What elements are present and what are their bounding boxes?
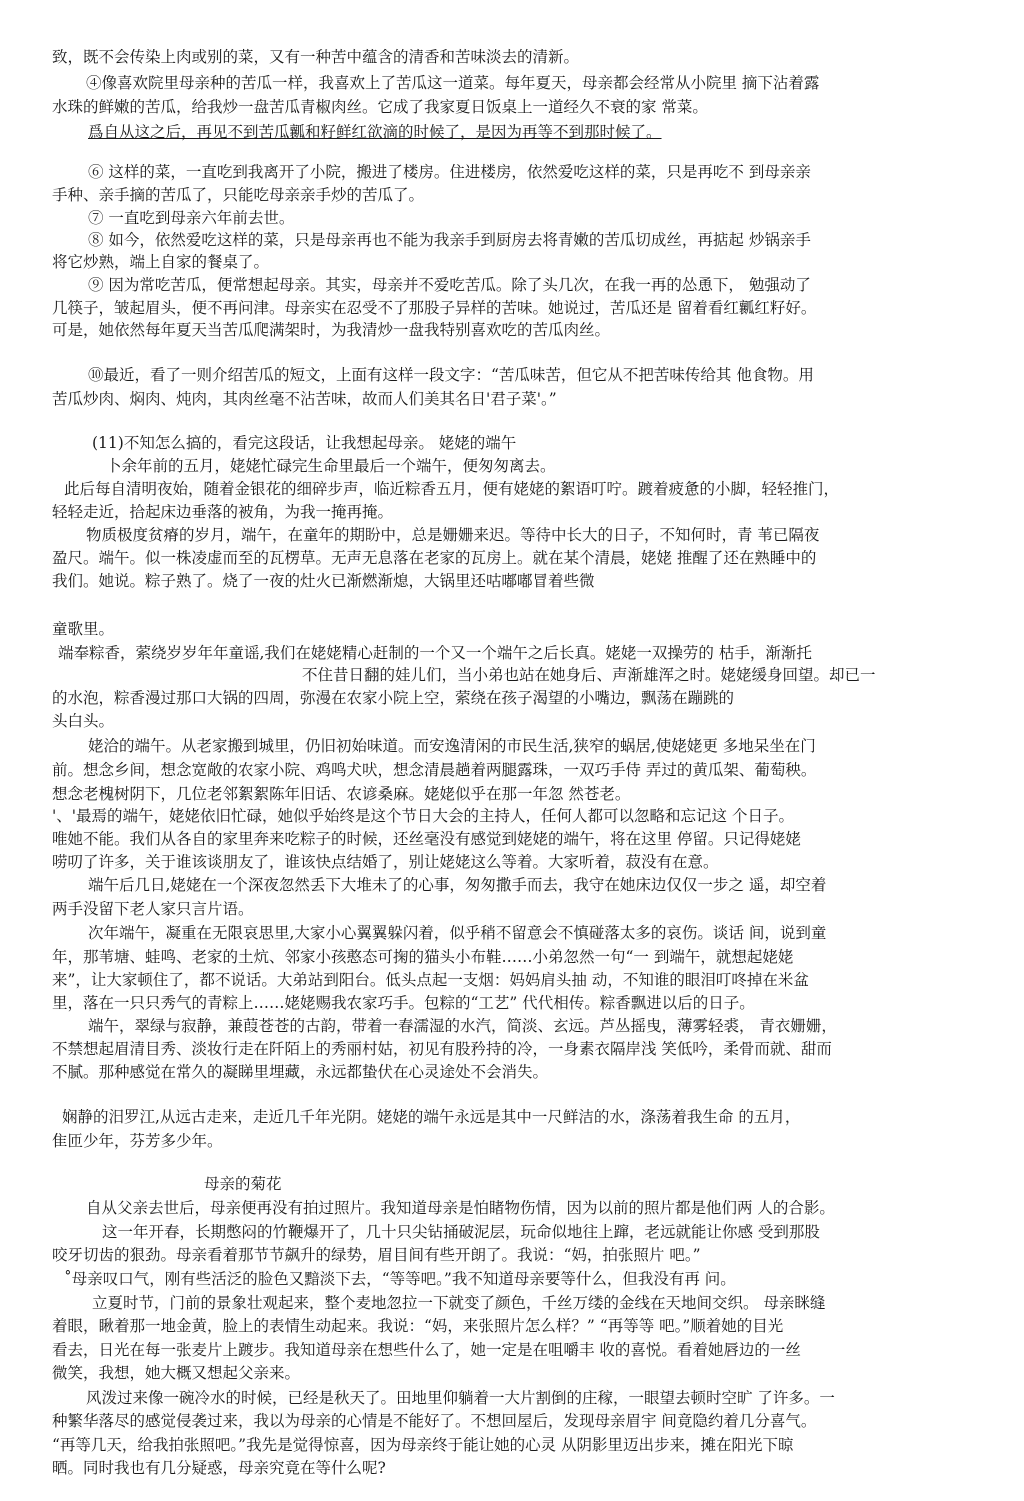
text-line: 童歌里。 <box>52 620 115 638</box>
text-line: 风泼过来像一碗冷水的时候，已经是秋天了。田地里仰躺着一大片割倒的庄稼，一眼望去顿时空旷 了许多。一 <box>86 1389 835 1407</box>
text-line: 水珠的鲜嫩的苦瓜，给我炒一盘苦瓜青椒肉丝。它成了我家夏日饭桌上一道经久不衰的家 常菜。 <box>52 98 708 116</box>
text-line: 着眼，瞅着那一地金黄，脸上的表情生动起来。我说：“妈，来张照片怎么样？” “再等等 吧。”顺着她的目光 <box>52 1317 784 1335</box>
text-line: 里，落在一只只秀气的青粽上……姥姥赐我农家巧手。包粽的“工艺” 代代相传。粽香飘进以后的日子。 <box>52 994 755 1012</box>
text-line: 两手没留下老人家只言片语。 <box>52 900 254 918</box>
text-line: ⑦ 一直吃到母亲六年前去世。 <box>88 209 295 227</box>
text-line: 可是，她依然每年夏天当苦瓜爬满架时，为我清炒一盘我特别喜欢吃的苦瓜肉丝。 <box>52 321 611 339</box>
text-line: 唠叨了许多，关于谁该谈朋友了，谁该快点结婚了，别让姥姥这么等着。大家听着，菽没有在意。 <box>52 853 719 871</box>
text-line: 盈尺。端午。似一株凌虚而至的瓦楞草。无声无息落在老家的瓦房上。就在某个清晨，姥姥 推醒了还在熟睡中的 <box>52 549 817 567</box>
text-line: 这一年开春，长期憋闷的竹鞭爆开了，几十只尖钻捅破泥层，玩命似地往上蹿，老远就能让你感 受到那股 <box>102 1223 820 1241</box>
text-line: ⑧ 如今，依然爱吃这样的菜，只是母亲再也不能为我亲手到厨房去将青嫩的苦瓜切成丝，再掂起 炒锅亲手 <box>88 231 811 249</box>
text-line: 想念老槐树阴下，几位老邻絮絮陈年旧话、农谚桑麻。姥姥似乎在那一年忽 然苍老。 <box>52 785 631 803</box>
text-line: 端午后几日,姥姥在一个深夜忽然丢下大堆未了的心事，匆匆撒手而去，我守在她床边仅仅一步之 遥，却空着 <box>88 876 827 894</box>
text-line: 晒。同时我也有几分疑惑，母亲究竟在等什么呢? <box>52 1459 386 1477</box>
text-line: 物质极度贫瘠的岁月，端午，在童年的期盼中，总是姗姗来迟。等待中长大的日子，不知何时，青 苇已隔夜 <box>86 526 820 544</box>
text-line: 微笑，我想，她大概又想起父亲来。 <box>52 1364 301 1382</box>
text-line: 次年端午，凝重在无限哀思里,大家小心翼翼躲闪着，似乎稍不留意会不慎碰落太多的哀伤。谈话 间，说到童 <box>88 924 827 942</box>
text-line: 前。想念乡间，想念宽敞的农家小院、鸡鸣犬吠，想念清晨趟着两腿露珠，一双巧手侍 弄过的黄瓜架、葡萄秧。 <box>52 761 817 779</box>
text-line: 唯她不能。我们从各自的家里奔来吃粽子的时候，还丝毫没有感觉到姥姥的端午，将在这里 停留。只记得姥姥 <box>52 830 801 848</box>
text-line: 手种、亲手摘的苦瓜了，只能吃母亲亲手炒的苦瓜了。 <box>52 186 425 204</box>
text-line: 姥洽的端午。从老家搬到城里，仍旧初始味道。而安逸清闲的市民生活,狭窄的蜗居,使姥姥更 多地呆坐在门 <box>88 737 816 755</box>
text-line-underlined: 爲自从这之后，再见不到苦瓜瓤和籽鲜红欲滴的时候了，是因为再等不到那时候了。 <box>88 123 662 141</box>
text-line: 咬牙切齿的狠劲。母亲看着那节节飙升的绿势，眉目间有些开朗了。我说：“妈，拍张照片 吧。” <box>52 1246 701 1264</box>
text-line: 隹匝少年，芬芳多少年。 <box>52 1132 223 1150</box>
text-line: 此后每自清明夜始，随着金银花的细碎步声，临近粽香五月，便有姥姥的絮语叮咛。踱着疲惫的小脚，轻轻推门， <box>64 480 840 498</box>
text-line: 自从父亲去世后，母亲便再没有拍过照片。我知道母亲是怕睹物伤情，因为以前的照片都是他们两 人的合影。 <box>86 1199 835 1217</box>
text-line: 年，那苇塘、蛙鸣、老家的土炕、邻家小孩憨态可掬的猫头小布鞋……小弟忽然一句“一 到端午，就想起姥姥 <box>52 948 794 966</box>
text-line: 娴静的汨罗江,从远古走来，走近几千年光阴。姥姥的端午永远是其中一尺鲜洁的水，涤荡着我生命 的五月， <box>62 1108 801 1126</box>
text-line: 头白头。 <box>52 712 115 730</box>
text-line: 苦瓜炒肉、焖肉、炖肉，其肉丝毫不沾苦味，故而人们美其名日'君子菜'。” <box>52 390 557 408</box>
text-line: 的水泡，粽香漫过那口大锅的四周，弥漫在农家小院上空，萦绕在孩子渴望的小嘴边，飘荡在蹦跳的 <box>52 689 735 707</box>
text-line: 不腻。那种感觉在常久的凝睇里埋藏，永远都蛰伏在心灵途处不会消失。 <box>52 1063 549 1081</box>
text-line: 端奉粽香，萦绕岁岁年年童谣,我们在姥姥精心赶制的一个又一个端午之后长真。姥姥一双操劳的 枯手，渐渐托 <box>58 644 812 662</box>
text-line: 种繁华落尽的感觉侵袭过来，我以为母亲的心情是不能好了。不想回屋后，发现母亲眉宇 间竟隐约着几分喜气。 <box>52 1412 817 1430</box>
text-line: ⑨ 因为常吃苦瓜，便常想起母亲。其实，母亲并不爱吃苦瓜。除了头几次，在我一再的怂恿下， 勉强动了 <box>88 276 811 294</box>
text-line: ④像喜欢院里母亲种的苦瓜一样，我喜欢上了苦瓜这一道菜。每年夏天，母亲都会经常从小院里 摘下沾着露 <box>86 74 820 92</box>
text-line: 我们。她说。粽子熟了。烧了一夜的灶火已渐燃渐熄，大锅里还咕嘟嘟冒着些微 <box>52 572 595 590</box>
text-line: 来”，让大家顿住了，都不说话。大弟站到阳台。低头点起一支烟：妈妈肩头抽 动，不知谁的眼泪叮咚掉在米盆 <box>52 971 809 989</box>
text-line: 看去，日光在每一张麦片上踱步。我知道母亲在想些什么了，她一定是在咀嚼丰 收的喜悦。看着她唇边的一丝 <box>52 1341 801 1359</box>
text-line: 轻轻走近，拾起床边垂落的被角，为我一掩再掩。 <box>52 503 394 521</box>
text-line: 不禁想起眉清目秀、淡妆行走在阡陌上的秀丽村姑，初见有股矜持的冷，一身素衣隔岸浅 笑低吟，柔骨而就、甜而 <box>52 1040 832 1058</box>
text-line: 端午，翠绿与寂静，兼葭苍苍的古韵，带着一春濡湿的水汽，简淡、玄远。芦丛摇曳，薄雾轻裘， 青衣姗姗， <box>88 1017 837 1035</box>
text-line: ⑥ 这样的菜，一直吃到我离开了小院，搬进了楼房。住进楼房，依然爱吃这样的菜，只是再吃不 到母亲亲 <box>88 163 811 181</box>
text-line: ⑩最近，看了一则介绍苦瓜的短文，上面有这样一段文字：“苦瓜味苦，但它从不把苦味传给其 他食物。用 <box>88 366 814 384</box>
text-line: (11)不知怎么搞的，看完这段话，让我想起母亲。 姥姥的端午 <box>92 434 517 452</box>
text-line: 卜余年前的五月，姥姥忙碌完生命里最后一个端午，便匆匆离去。 <box>106 457 556 475</box>
text-line: 不住昔日翻的娃儿们，当小弟也站在她身后、声渐雄浑之时。姥姥缓身回望。却已一 <box>302 666 876 684</box>
text-line: 几筷子，皱起眉头，便不再问津。母亲实在忍受不了那股子异样的苦味。她说过，苦瓜还是 留着看红瓤红籽好。 <box>52 299 817 317</box>
text-line: ˚母亲叹口气，刚有些活泛的脸色又黯淡下去，“等等吧。”我不知道母亲要等什么，但我没有再 问。 <box>64 1270 736 1288</box>
text-line: 致，既不会传染上肉或别的菜，又有一种苦中蕴含的清香和苦味淡去的清新。 <box>52 48 580 66</box>
text-line: “再等几天，给我拍张照吧。”我先是觉得惊喜，因为母亲终于能让她的心灵 从阴影里迈出步来，摊在阳光下晾 <box>52 1436 794 1454</box>
text-line: 将它炒熟，端上自家的餐桌了。 <box>52 253 270 271</box>
text-line: '、'最焉的端午，姥姥依旧忙碌，她似乎始终是这个节日大会的主持人，任何人都可以忽略和忘记这 个日子。 <box>52 807 794 825</box>
section-title: 母亲的菊花 <box>204 1175 282 1193</box>
text-line: 立夏时节，门前的景象壮观起来，整个麦地忽拉一下就变了颜色，千丝万缕的金线在天地间交织。 母亲眯缝 <box>92 1294 826 1312</box>
